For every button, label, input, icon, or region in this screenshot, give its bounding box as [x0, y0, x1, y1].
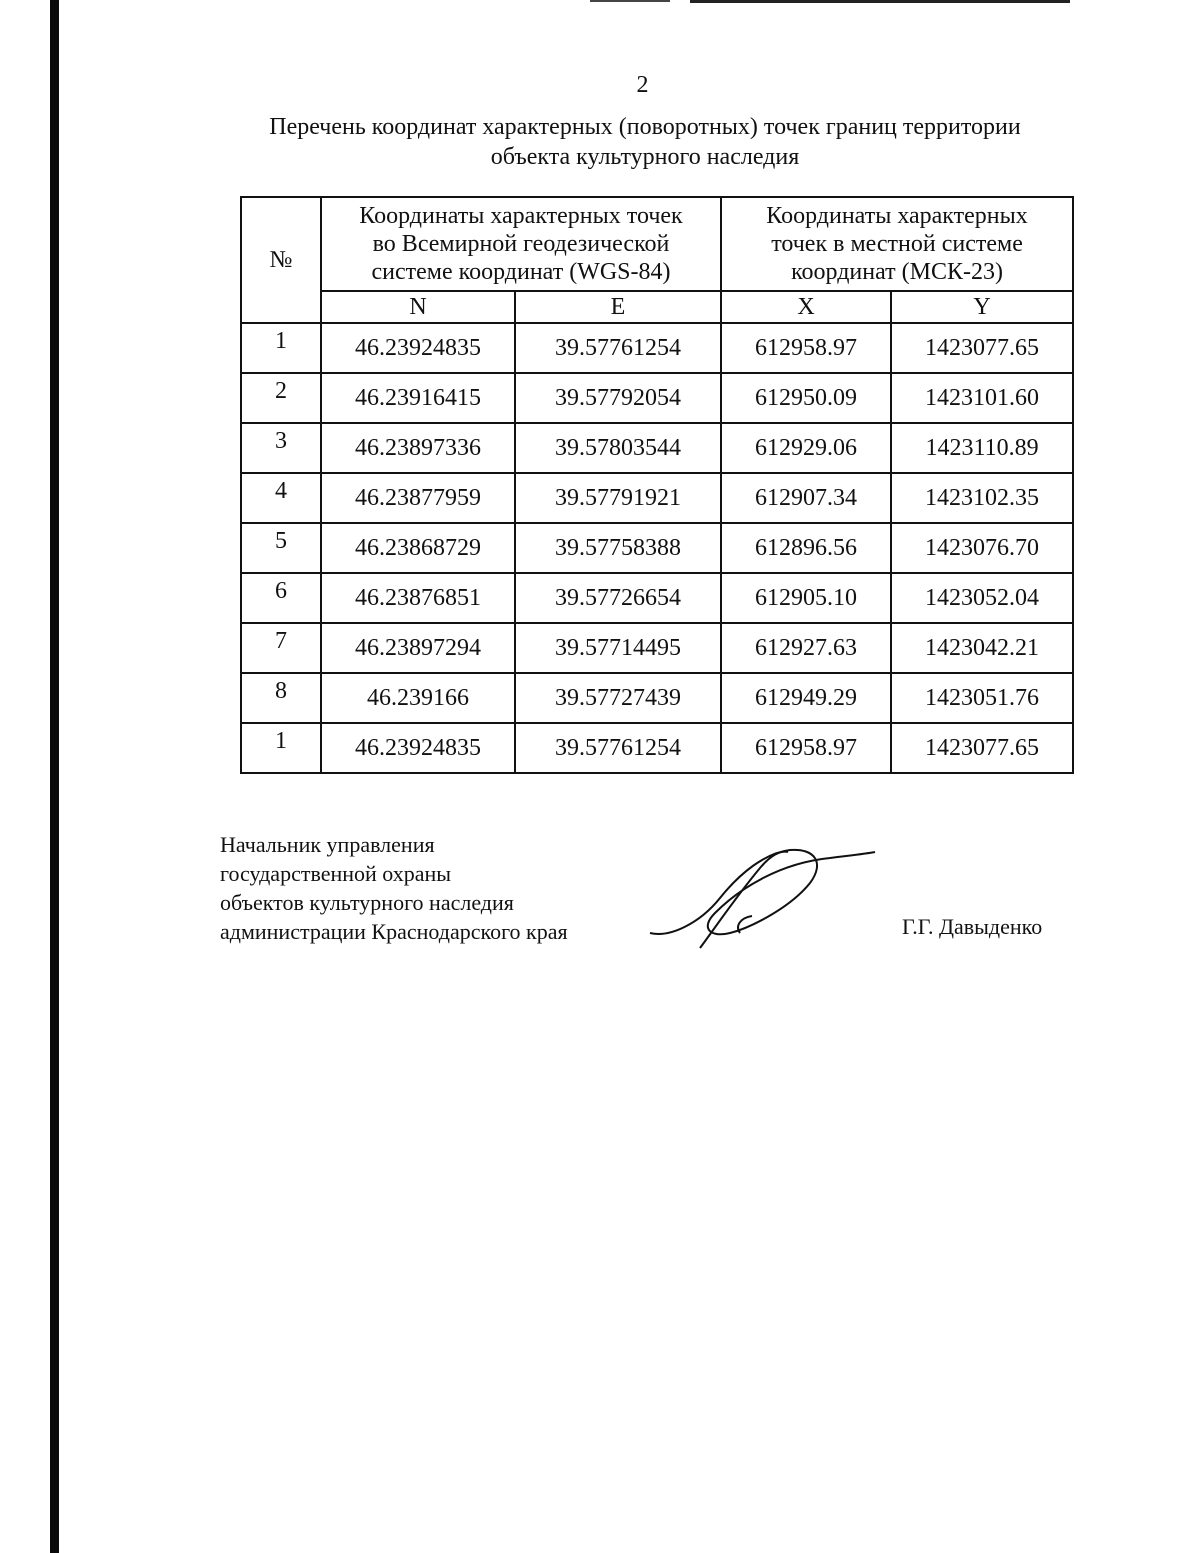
longitude-e-cell: 39.57791921 [515, 473, 721, 523]
latitude-n-cell: 46.23877959 [321, 473, 515, 523]
msk23-header-line-2: точек в местной системе [771, 231, 1023, 257]
x-coordinate-cell: 612958.97 [721, 323, 891, 373]
table-row [241, 623, 1073, 673]
signer-name: Г.Г. Давыденко [902, 914, 1043, 939]
handwritten-signature [640, 838, 880, 958]
longitude-e-cell: 39.57761254 [515, 323, 721, 373]
table-row [241, 473, 1073, 523]
table-row [241, 673, 1073, 723]
x-coordinate-cell: 612907.34 [721, 473, 891, 523]
title-line-1: Перечень координат характерных (поворотных) точек границ территории [269, 114, 1021, 140]
point-number-cell: 5 [241, 523, 321, 573]
table-row [241, 373, 1073, 423]
coordinates-table [240, 196, 1074, 774]
y-coordinate-cell: 1423042.21 [891, 623, 1073, 673]
longitude-e-cell: 39.57758388 [515, 523, 721, 573]
table-row [241, 323, 1073, 373]
scan-top-line [690, 0, 1070, 3]
wgs84-header-line-1: Координаты характерных точек [359, 203, 683, 229]
scan-left-edge [50, 0, 59, 1553]
x-coordinate-cell: 612950.09 [721, 373, 891, 423]
longitude-e-cell: 39.57714495 [515, 623, 721, 673]
y-coordinate-cell: 1423051.76 [891, 673, 1073, 723]
x-coordinate-cell: 612927.63 [721, 623, 891, 673]
point-number-cell: 8 [241, 673, 321, 723]
x-coordinate-cell: 612949.29 [721, 673, 891, 723]
latitude-n-cell: 46.23924835 [321, 323, 515, 373]
table-row [241, 723, 1073, 773]
longitude-e-cell: 39.57727439 [515, 673, 721, 723]
table-subheader-row [241, 291, 1073, 323]
wgs84-header-line-2: во Всемирной геодезической [372, 231, 670, 257]
signatory-line-4: администрации Краснодарского края [220, 919, 568, 944]
x-coordinate-cell: 612896.56 [721, 523, 891, 573]
wgs84-header-line-3: системе координат (WGS-84) [371, 259, 671, 285]
x-coordinate-cell: 612929.06 [721, 423, 891, 473]
column-y-header: Y [891, 291, 1073, 323]
latitude-n-cell: 46.23924835 [321, 723, 515, 773]
y-coordinate-cell: 1423076.70 [891, 523, 1073, 573]
latitude-n-cell: 46.23876851 [321, 573, 515, 623]
column-e-header: E [515, 291, 721, 323]
x-coordinate-cell: 612905.10 [721, 573, 891, 623]
point-number-cell: 6 [241, 573, 321, 623]
y-coordinate-cell: 1423110.89 [891, 423, 1073, 473]
point-number-cell: 7 [241, 623, 321, 673]
x-coordinate-cell: 612958.97 [721, 723, 891, 773]
table-header-row [241, 197, 1073, 291]
msk23-header [721, 197, 1073, 291]
signatory-line-3: объектов культурного наследия [220, 890, 514, 915]
point-number-cell: 2 [241, 373, 321, 423]
latitude-n-cell: 46.23897336 [321, 423, 515, 473]
column-n-header: N [321, 291, 515, 323]
y-coordinate-cell: 1423052.04 [891, 573, 1073, 623]
table-row [241, 423, 1073, 473]
longitude-e-cell: 39.57803544 [515, 423, 721, 473]
signatory-line-2: государственной охраны [220, 861, 452, 886]
y-coordinate-cell: 1423077.65 [891, 323, 1073, 373]
latitude-n-cell: 46.23897294 [321, 623, 515, 673]
latitude-n-cell: 46.23868729 [321, 523, 515, 573]
signatory-line-1: Начальник управления [220, 832, 435, 857]
point-number-cell: 4 [241, 473, 321, 523]
point-number-cell: 1 [241, 323, 321, 373]
msk23-header-line-1: Координаты характерных [766, 203, 1028, 229]
document-title [230, 112, 1060, 172]
page-number: 2 [636, 72, 649, 98]
table-row [241, 523, 1073, 573]
y-coordinate-cell: 1423101.60 [891, 373, 1073, 423]
signatory-title [220, 830, 568, 946]
title-line-2: объекта культурного наследия [490, 144, 800, 170]
point-number-cell: 3 [241, 423, 321, 473]
latitude-n-cell: 46.239166 [321, 673, 515, 723]
point-number-header: № [241, 197, 321, 323]
y-coordinate-cell: 1423077.65 [891, 723, 1073, 773]
wgs84-header [321, 197, 721, 291]
longitude-e-cell: 39.57792054 [515, 373, 721, 423]
msk23-header-line-3: координат (МСК-23) [791, 259, 1003, 285]
longitude-e-cell: 39.57761254 [515, 723, 721, 773]
table-body [241, 323, 1073, 773]
column-x-header: X [721, 291, 891, 323]
scan-top-artifact [590, 0, 670, 2]
y-coordinate-cell: 1423102.35 [891, 473, 1073, 523]
latitude-n-cell: 46.23916415 [321, 373, 515, 423]
table-row [241, 573, 1073, 623]
longitude-e-cell: 39.57726654 [515, 573, 721, 623]
point-number-cell: 1 [241, 723, 321, 773]
